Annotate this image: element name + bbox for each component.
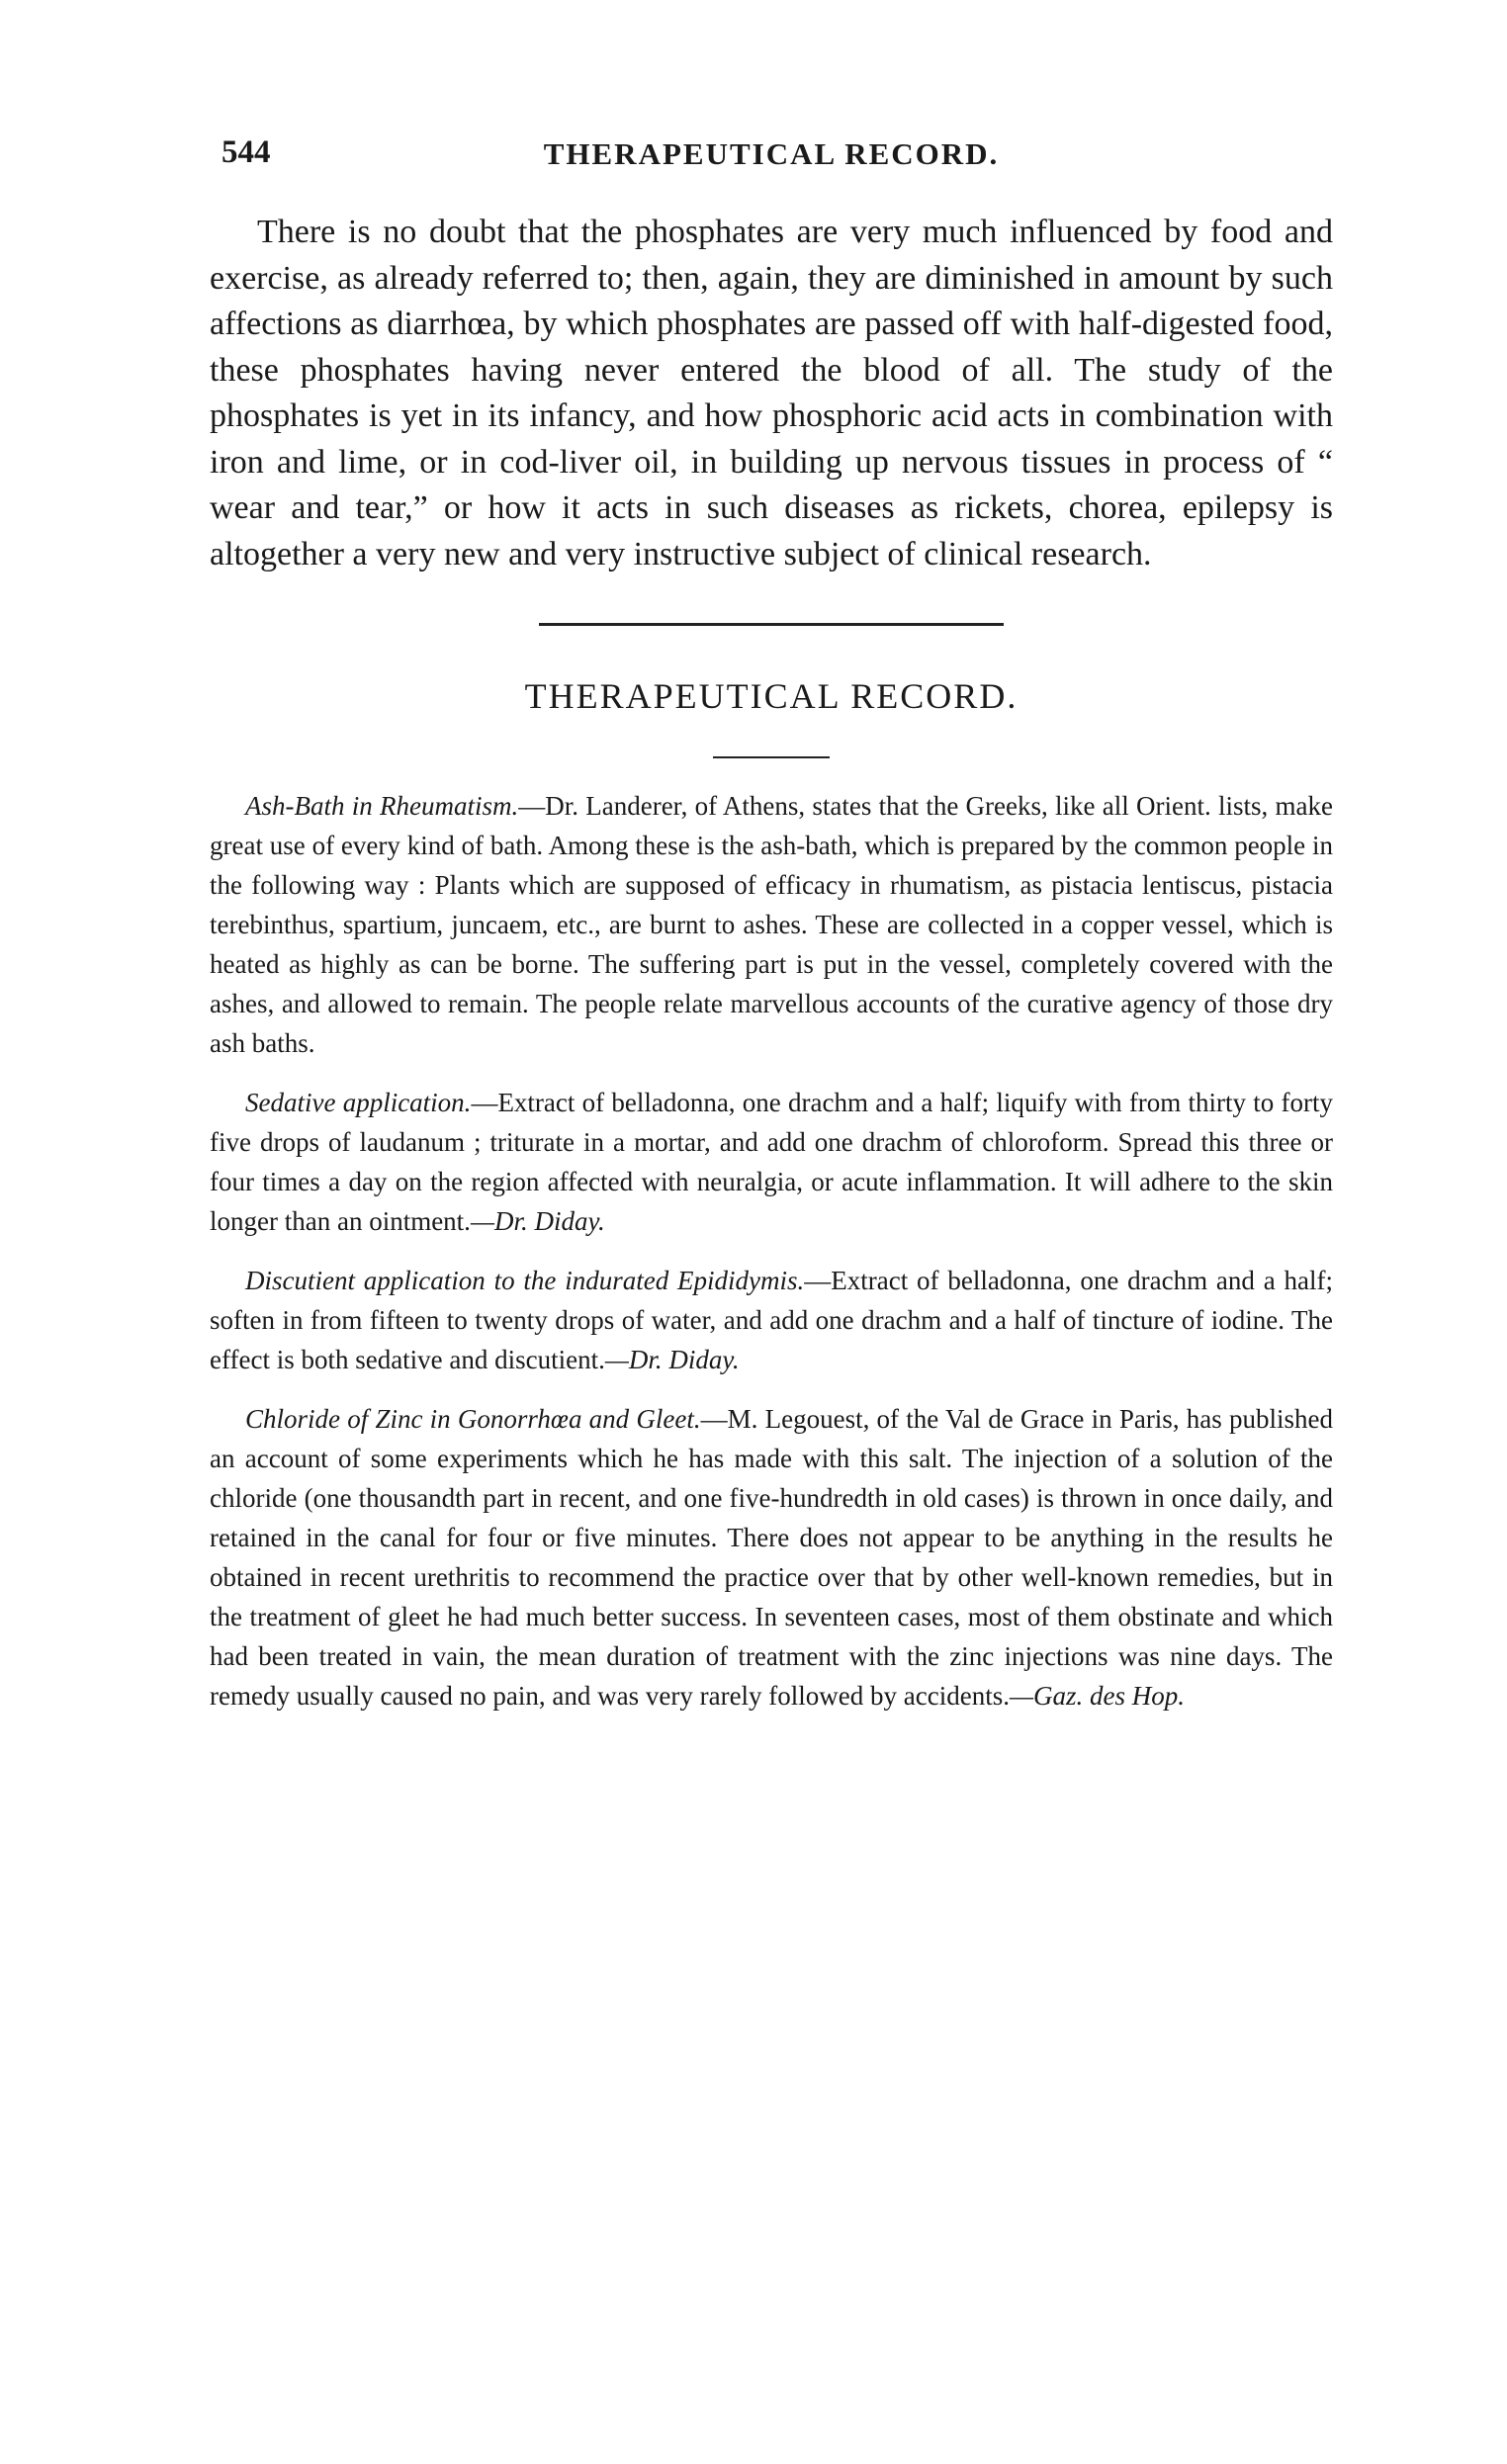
entry-ash-bath [210, 786, 1333, 1063]
entry-citation: —Dr. Diday. [470, 1206, 605, 1236]
entry-body: —Extract of belladonna, one drachm and a half; liquify with from thirty to forty five drops of laudanum ; triturate in a mortar, and add one drachm of chloroform. Spread this three or four times a day on the region affected with neuralgia, or acute inflammation. It will adhere to the skin longer than an ointment. [210, 1088, 1333, 1236]
running-title: THERAPEUTICAL RECORD. [543, 136, 1000, 171]
entry-heading: Ash-Bath in Rheumatism. [245, 791, 519, 821]
section-divider [539, 623, 1004, 626]
entry-citation: —Dr. Diday. [604, 1345, 740, 1374]
intro-paragraph: There is no doubt that the phosphates are very much influenced by food and exercise, as already referred to; then, again, they are diminished in amount by such affections as diarrhœa, by which phosphates are passed off with half-digested food, these phosphates having never entered the blood of all. The study of the phosphates is yet in its infancy, and how phosphoric acid acts in combination with iron and lime, or in cod-liver oil, in building up nervous tissues in process of “ wear and tear,” or how it acts in such diseases as rickets, chorea, epilepsy is altogether a very new and very instructive subject of clinical research. [210, 214, 1333, 572]
record-entries [210, 786, 1333, 1716]
entry-discutient-application [210, 1261, 1333, 1379]
entry-citation: —Gaz. des Hop. [1009, 1681, 1185, 1711]
running-head [210, 134, 1333, 182]
entry-body: —Dr. Landerer, of Athens, states that the Greeks, like all Orient. lists, make great use of every kind of bath. Among these is the ash-bath, which is prepared by the common people in the following way : Plants which are supposed of efficacy in rhumatism, as pistacia lentiscus, pistacia terebinthus, spartium, juncaem, etc., are burnt to ashes. These are collected in a copper vessel, which is heated as highly as can be borne. The suffering part is put in the vessel, completely covered with the ashes, and allowed to remain. The people relate marvellous accounts of the curative agency of those dry ash baths. [210, 791, 1333, 1058]
entry-body: —M. Legouest, of the Val de Grace in Paris, has published an account of some experiments which he has made with this salt. The injection of a solution of the chloride (one thousandth part in recent, and one five-hundredth in old cases) is thrown in once daily, and retained in the canal for four or five minutes. There does not appear to be anything in the results he obtained in recent urethritis to recommend the practice over that by other well-known remedies, but in the treatment of gleet he had much better success. In seventeen cases, most of them obstinate and which had been treated in vain, the mean duration of treatment with the zinc injections was nine days. The remedy usually caused no pain, and was very rarely followed by accidents. [210, 1404, 1333, 1711]
title-underline [713, 756, 830, 758]
entry-sedative-application [210, 1083, 1333, 1241]
entry-heading: Discutient application to the indurated Epididymis. [245, 1266, 805, 1295]
entry-chloride-of-zinc [210, 1399, 1333, 1716]
section-title: THERAPEUTICAL RECORD. [524, 676, 1019, 716]
entry-body: —Extract of belladonna, one drachm and a half; soften in from fifteen to twenty drops of water, and add one drachm and a half of tincture of iodine. The effect is both sedative and discutient. [210, 1266, 1334, 1374]
page-number: 544 [222, 134, 271, 170]
entry-heading: Sedative application. [245, 1088, 472, 1117]
entry-heading: Chloride of Zinc in Gonorrhœa and Gleet. [245, 1404, 701, 1434]
book-page [210, 134, 1333, 1716]
